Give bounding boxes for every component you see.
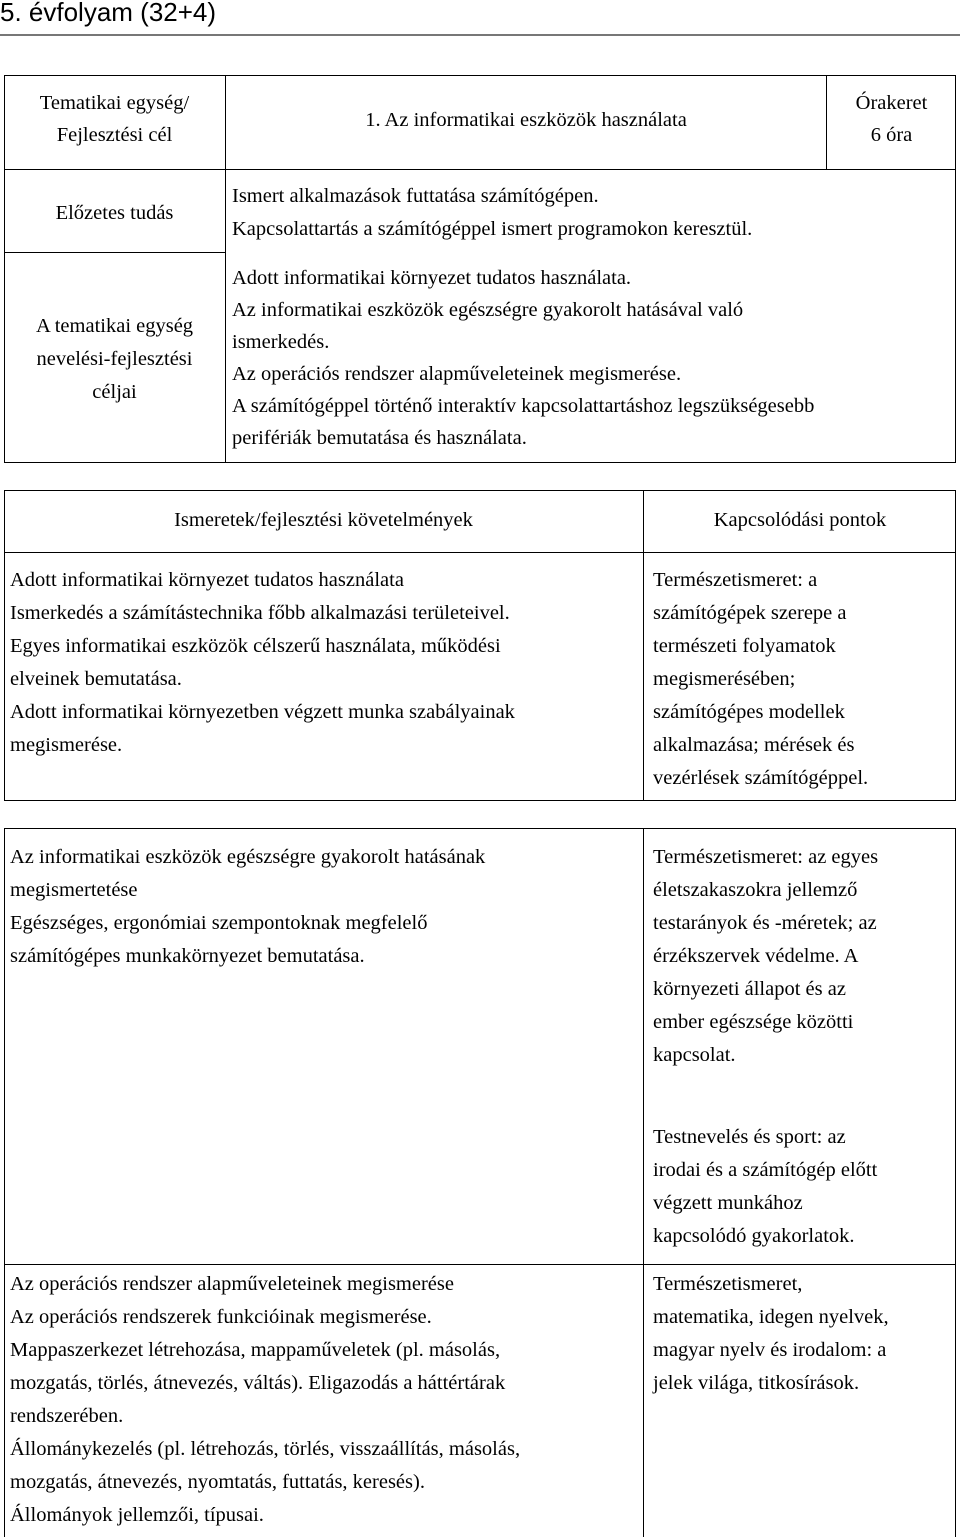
requirements-row-divider (4, 1264, 956, 1265)
goals-line: perifériák bemutatása és használata. (232, 427, 527, 449)
unit-label-line: Fejlesztési cél (56, 124, 173, 146)
requirement-line: megismertetése (10, 879, 138, 901)
requirement-line: mozgatás, törlés, átnevezés, váltás). Eligazodás a háttértárak (10, 1372, 506, 1394)
connection-line: irodai és a számítógép előtt (653, 1159, 878, 1181)
requirement-line: Adott informatikai környezet tudatos használata (10, 569, 404, 591)
connection-line: számítógépek szerepe a (653, 602, 847, 624)
connection-line: Testnevelés és sport: az (653, 1126, 846, 1148)
connection-line: környezeti állapot és az (653, 978, 846, 1000)
unit-label (4, 87, 225, 151)
requirement-line: Ismerkedés a számítástechnika főbb alkalmazási területeivel. (10, 602, 510, 624)
goals-line: Adott informatikai környezet tudatos használata. (232, 267, 632, 289)
connection-line: számítógépes modellek (653, 701, 845, 723)
connection-line: vezérlések számítógéppel. (653, 767, 869, 789)
requirement-line: Az informatikai eszközök egészségre gyakorolt hatásának (10, 846, 486, 868)
requirement-line: Az operációs rendszer alapműveleteinek megismerése (10, 1273, 454, 1295)
connection-line: végzett munkához (653, 1192, 803, 1214)
goals-label-line: nevelési-fejlesztési (36, 348, 193, 370)
section1-connections (653, 564, 953, 795)
header-row-divider-2 (4, 252, 225, 253)
goals-label-line: céljai (92, 381, 137, 403)
connection-line: életszakaszokra jellemző (653, 879, 858, 901)
prior-knowledge-line: Ismert alkalmazások futtatása számítógépen. (232, 185, 599, 207)
unit-title-text: 1. Az informatikai eszközök használata (365, 109, 687, 131)
page-heading: 5. évfolyam (32+4) (0, 0, 217, 27)
section2-connections-sport (653, 1121, 953, 1253)
section2-connections (653, 841, 953, 1072)
requirement-line: Az operációs rendszerek funkcióinak megismerése. (10, 1306, 432, 1328)
goals-label (4, 310, 225, 409)
requirement-line: Állományok jellemzői, típusai. (10, 1504, 264, 1526)
requirement-line: számítógépes munkakörnyezet bemutatása. (10, 945, 365, 967)
requirements-col-divider-2 (643, 828, 644, 1537)
requirement-line: Adott informatikai környezetben végzett munka szabályainak (10, 701, 515, 723)
section3-connections (653, 1268, 953, 1400)
requirement-line: Mappaszerkezet létrehozása, mappaműveletek (pl. másolás, (10, 1339, 501, 1361)
connection-line: Természetismeret: az egyes (653, 846, 879, 868)
connection-line: matematika, idegen nyelvek, (653, 1306, 889, 1328)
requirements-header (4, 504, 643, 537)
page-heading-bar (0, 0, 960, 36)
connection-line: magyar nyelv és irodalom: a (653, 1339, 887, 1361)
connection-line: Természetismeret, (653, 1273, 803, 1295)
section3-requirements (10, 1268, 640, 1532)
hours-label: Órakeret (855, 92, 928, 114)
goals-line: Az informatikai eszközök egészségre gyakorolt hatásával való (232, 299, 744, 321)
header-row-divider-1 (4, 169, 956, 170)
requirement-line: rendszerében. (10, 1405, 124, 1427)
connection-line: alkalmazása; mérések és (653, 734, 855, 756)
requirements-header-text: Ismeretek/fejlesztési követelmények (174, 509, 473, 531)
connection-line: ember egészsége közötti (653, 1011, 854, 1033)
connection-line: jelek világa, titkosírások. (653, 1372, 860, 1394)
goals-line: Az operációs rendszer alapműveleteinek megismerése. (232, 363, 682, 385)
connection-line: kapcsolat. (653, 1044, 736, 1066)
connections-header (644, 504, 956, 537)
unit-title (226, 104, 826, 137)
connection-line: természeti folyamatok (653, 635, 836, 657)
section2-requirements (10, 841, 640, 973)
goals-line: ismerkedés. (232, 331, 330, 353)
connection-line: Természetismeret: a (653, 569, 818, 591)
requirement-line: mozgatás, átnevezés, nyomtatás, futtatás, keresés). (10, 1471, 425, 1493)
goals-line: A számítógéppel történő interaktív kapcsolattartáshoz legszükségesebb (232, 395, 815, 417)
requirement-line: Állománykezelés (pl. létrehozás, törlés, visszaállítás, másolás, (10, 1438, 521, 1460)
prior-knowledge-label (4, 197, 225, 230)
connection-line: testarányok és -méretek; az (653, 912, 877, 934)
prior-knowledge-text (232, 180, 952, 246)
hours-box (827, 87, 956, 151)
connection-line: kapcsolódó gyakorlatok. (653, 1225, 855, 1247)
requirement-line: Egyes informatikai eszközök célszerű használata, működési (10, 635, 501, 657)
requirement-line: Egészséges, ergonómiai szempontoknak megfelelő (10, 912, 428, 934)
connections-header-text: Kapcsolódási pontok (713, 509, 887, 531)
goals-label-line: A tematikai egység (35, 315, 194, 337)
goals-text (232, 262, 952, 454)
connection-line: érzékszervek védelme. A (653, 945, 859, 967)
requirement-line: megismerése. (10, 734, 123, 756)
requirements-header-divider (4, 552, 956, 553)
hours-value: 6 óra (870, 124, 913, 146)
prior-knowledge-label-text: Előzetes tudás (55, 202, 174, 224)
prior-knowledge-line: Kapcsolattartás a számítógéppel ismert programokon keresztül. (232, 218, 753, 240)
requirement-line: elveinek bemutatása. (10, 668, 182, 690)
connection-line: megismerésében; (653, 668, 796, 690)
section1-requirements (10, 564, 640, 762)
unit-label-line: Tematikai egység/ (39, 92, 190, 114)
